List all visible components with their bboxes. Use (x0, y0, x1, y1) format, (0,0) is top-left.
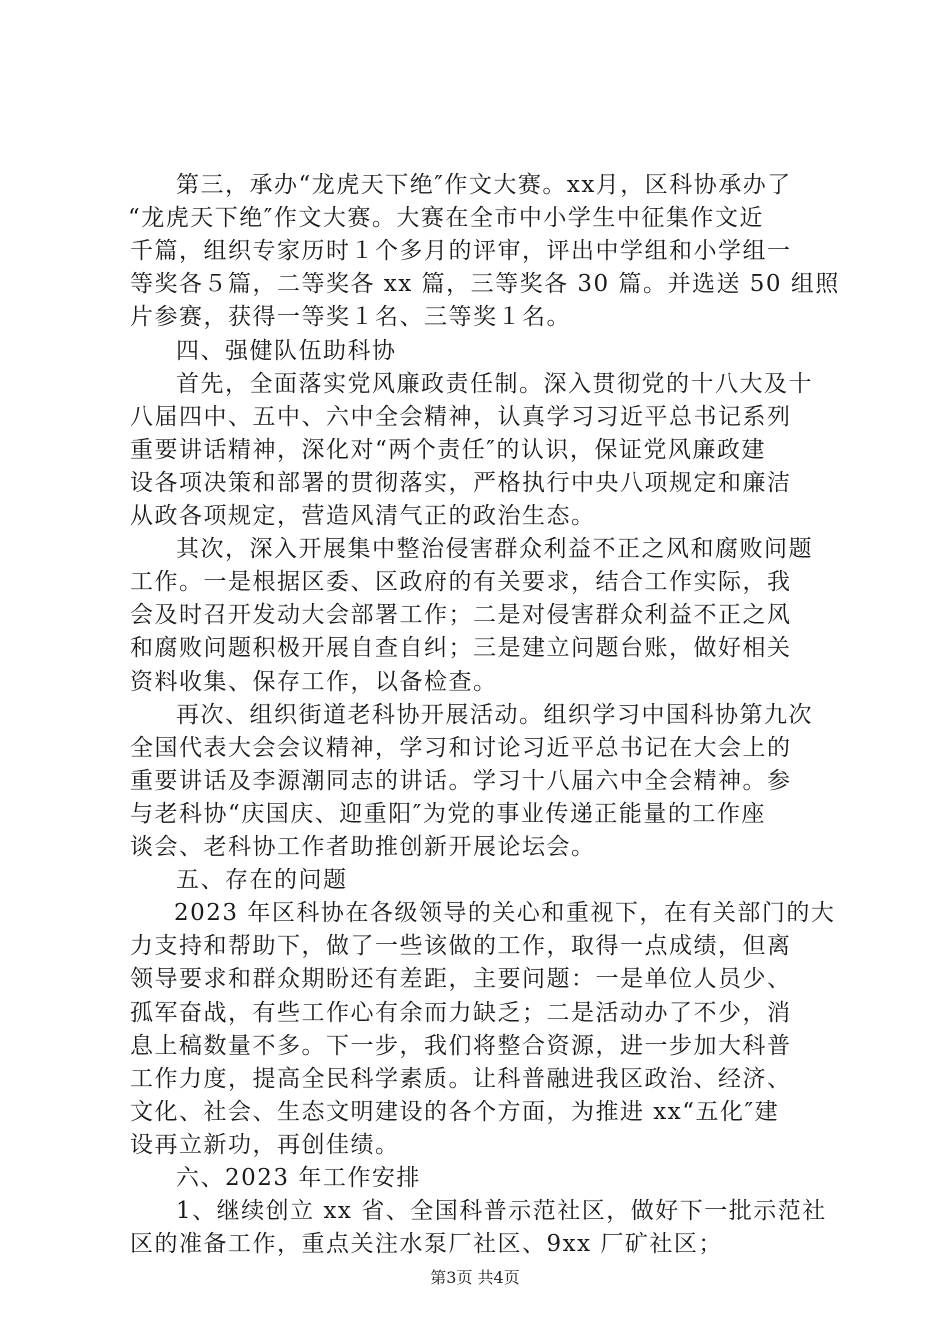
text-line: 和腐败问题积极开展自查自纠；三是建立问题台账，做好相关 (130, 635, 792, 662)
text-line: 全国代表大会会议精神，学习和讨论习近平总书记在大会上的 (130, 734, 792, 761)
text-line: 设各项决策和部署的贯彻落实，严格执行中央八项规定和廉洁 (130, 469, 792, 496)
text-line: 首先，全面落实党风廉政责任制。深入贯彻党的十八大及十 (176, 370, 813, 397)
text-line: 息上稿数量不多。下一步，我们将整合资源，进一步加大科普 (130, 1032, 792, 1059)
text-line: 第三，承办“龙虎天下绝″作文大赛。xx月，区科协承办了 (176, 172, 792, 198)
text-line: 与老科协“庆国庆、迎重阳″为党的事业传递正能量的工作座 (130, 800, 766, 827)
text-line: 工作。一是根据区委、区政府的有关要求，结合工作实际，我 (130, 569, 792, 596)
text-line: 再次、组织街道老科协开展活动。组织学习中国科协第九次 (176, 701, 813, 728)
text-line: 设再立新功，再创佳绩。 (130, 1131, 400, 1158)
text-line: 领导要求和群众期盼还有差距，主要问题：一是单位人员少、 (130, 966, 792, 993)
text-line: 片参赛，获得一等奖１名、三等奖１名。 (130, 304, 571, 331)
page-footer: 第3页 共4页 (430, 1268, 520, 1288)
section-heading: 五、存在的问题 (176, 867, 348, 894)
text-line: 重要讲话精神，深化对“两个责任″的认识，保证党风廉政建 (130, 436, 766, 463)
text-line: 重要讲话及李源潮同志的讲话。学习十八届六中全会精神。参 (130, 767, 792, 794)
section-heading: 四、强健队伍助科协 (176, 337, 397, 364)
text-line: “龙虎天下绝″作文大赛。大赛在全市中小学生中征集作文近 (128, 205, 764, 232)
text-line: 2023 年区科协在各级领导的关心和重视下，在有关部门的大 (174, 900, 836, 927)
text-line: 从政各项规定，营造风清气正的政治生态。 (130, 503, 596, 529)
text-line: 文化、社会、生态文明建设的各个方面，为推进 xx“五化″建 (130, 1098, 780, 1125)
text-line: 谈会、老科协工作者助推创新开展论坛会。 (130, 834, 596, 860)
text-line: 八届四中、五中、六中全会精神，认真学习习近平总书记系列 (130, 403, 792, 430)
section-heading: 六、2023 年工作安排 (176, 1165, 421, 1191)
text-line: 千篇，组织专家历时１个多月的评审，评出中学组和小学组一 (130, 238, 792, 265)
text-line: 资料收集、保存工作，以备检查。 (130, 668, 498, 695)
text-line: 1、继续创立 xx 省、全国科普示范社区，做好下一批示范社 (176, 1198, 827, 1225)
text-line: 孤军奋战，有些工作心有余而力缺乏；二是活动办了不少，消 (130, 999, 792, 1026)
text-line: 等奖各５篇，二等奖各 xx 篇，三等奖各 30 篇。并选送 50 组照 (130, 271, 840, 298)
text-line: 会及时召开发动大会部署工作；二是对侵害群众利益不正之风 (130, 602, 792, 629)
text-line: 工作力度，提高全民科学素质。让科普融进我区政治、经济、 (130, 1065, 792, 1092)
text-line: 区的准备工作，重点关注水泵厂社区、9xx 厂矿社区； (130, 1231, 723, 1258)
text-line: 其次，深入开展集中整治侵害群众利益不正之风和腐败问题 (176, 536, 813, 563)
text-line: 力支持和帮助下，做了一些该做的工作，取得一点成绩，但离 (130, 933, 792, 960)
